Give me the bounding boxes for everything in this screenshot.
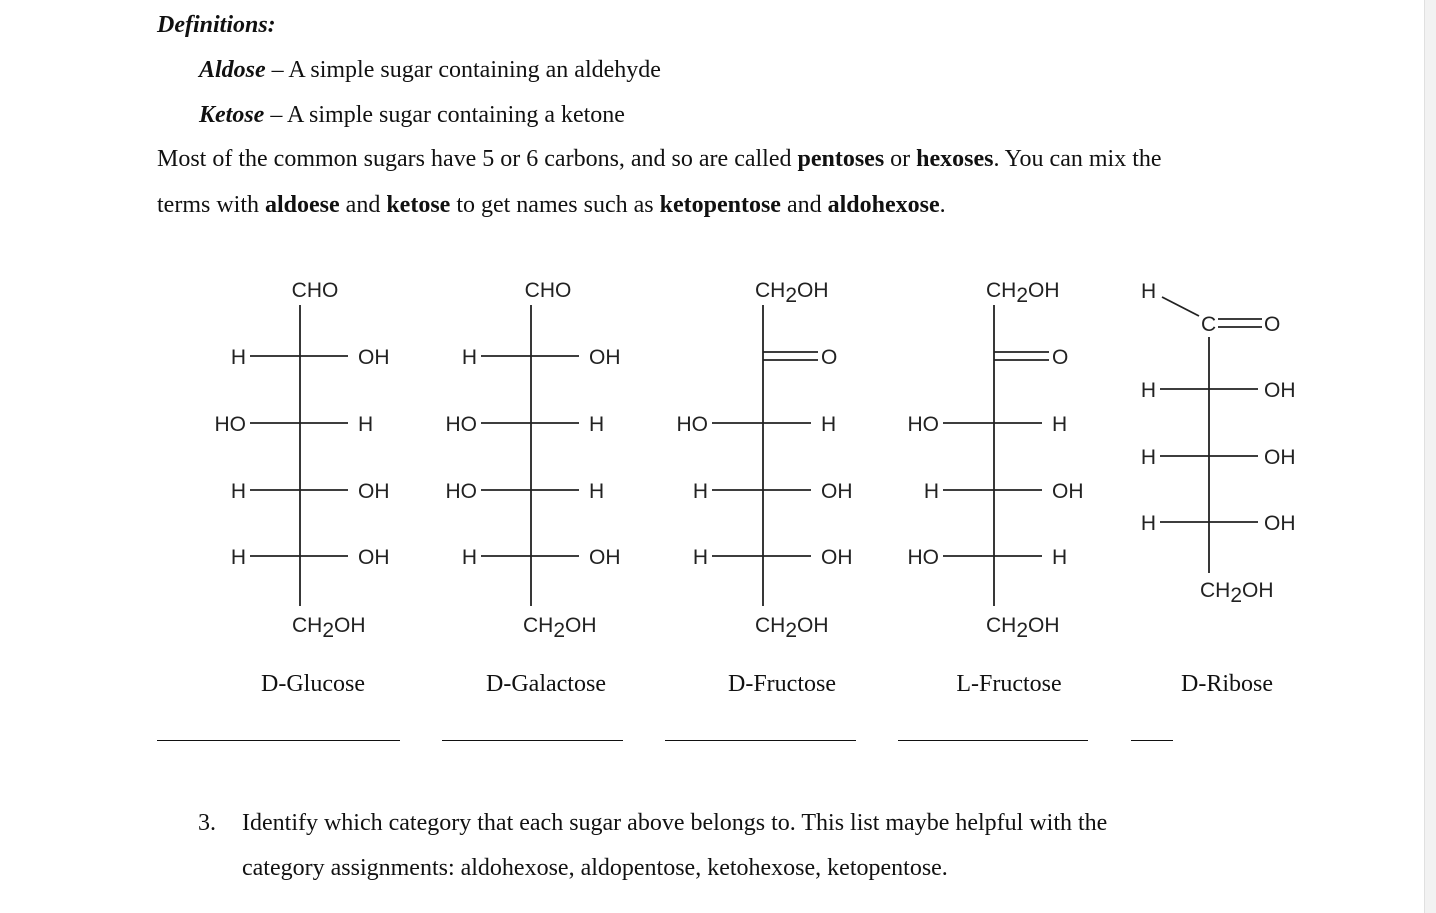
sugar-name-l-fructose: L-Fructose xyxy=(956,671,1062,697)
text-run: . You can mix the xyxy=(993,146,1162,172)
right-group: OH xyxy=(358,546,390,569)
right-group: H xyxy=(358,413,374,436)
fischer-l-fructose xyxy=(908,279,1084,642)
left-group: HO xyxy=(445,480,477,503)
top-group: CHO xyxy=(291,279,339,302)
left-group: H xyxy=(1140,512,1156,535)
definition-aldose-text: A simple sugar containing an aldehyde xyxy=(288,57,661,83)
left-group: H xyxy=(1140,446,1156,469)
right-group: OH xyxy=(589,346,621,369)
fischer-d-fructose xyxy=(677,279,853,642)
right-group: H xyxy=(821,413,837,436)
bold-term: aldoese xyxy=(265,192,340,218)
right-group: OH xyxy=(589,546,621,569)
question-text-line-1: Identify which category that each sugar above belongs to. This list maybe helpful with the xyxy=(242,810,1108,836)
left-group: H xyxy=(1140,379,1156,402)
sugar-name-d-glucose: D-Glucose xyxy=(261,671,365,697)
bottom-group: CH2OH xyxy=(523,614,597,642)
bold-term: pentoses xyxy=(797,146,885,172)
top-group: CH2OH xyxy=(986,279,1060,307)
answer-blank-d-ribose[interactable] xyxy=(1131,740,1173,741)
right-group: H xyxy=(1052,546,1068,569)
bold-term: aldohexose xyxy=(827,192,940,218)
carbonyl-oxygen: O xyxy=(1052,346,1069,369)
bold-term: ketopentose xyxy=(659,192,781,218)
text-run: to get names such as xyxy=(450,192,660,218)
fischer-d-galactose xyxy=(446,279,621,642)
bottom-group: CH2OH xyxy=(986,614,1060,642)
right-group: OH xyxy=(1052,480,1084,503)
carbonyl-oxygen: O xyxy=(821,346,838,369)
top-group: CH2OH xyxy=(755,279,829,307)
left-group: HO xyxy=(907,413,939,436)
text-run: and xyxy=(780,192,828,218)
scrollbar[interactable] xyxy=(1424,0,1436,913)
left-group: H xyxy=(692,480,708,503)
term-aldose: Aldose xyxy=(199,57,266,83)
text-run: . xyxy=(939,192,946,218)
left-group: H xyxy=(692,546,708,569)
definition-separator: – xyxy=(264,102,288,128)
left-group: H xyxy=(230,346,246,369)
answer-blank-d-galactose[interactable] xyxy=(442,740,623,741)
answer-blank-d-fructose[interactable] xyxy=(665,740,856,741)
definition-separator: – xyxy=(265,57,289,83)
left-group: HO xyxy=(214,413,246,436)
answer-blank-l-fructose[interactable] xyxy=(898,740,1088,741)
left-group: HO xyxy=(907,546,939,569)
right-group: OH xyxy=(358,480,390,503)
answer-blank-d-glucose[interactable] xyxy=(157,740,400,741)
right-group: OH xyxy=(1264,446,1296,469)
top-group: CHO xyxy=(524,279,572,302)
left-group: H xyxy=(230,480,246,503)
text-run: or xyxy=(884,146,917,172)
left-group: H xyxy=(461,346,477,369)
right-group: OH xyxy=(1264,379,1296,402)
definitions-heading: Definitions: xyxy=(157,12,276,38)
text-run: terms with xyxy=(157,192,265,218)
fischer-d-ribose xyxy=(1141,280,1296,607)
left-group: HO xyxy=(445,413,477,436)
sugar-name-d-galactose: D-Galactose xyxy=(486,671,606,697)
left-group: H xyxy=(230,546,246,569)
right-group: OH xyxy=(821,480,853,503)
text-run: and xyxy=(339,192,387,218)
bottom-group: CH2OH xyxy=(755,614,829,642)
right-group: H xyxy=(589,480,605,503)
term-ketose: Ketose xyxy=(199,102,265,128)
bold-term: hexoses xyxy=(916,146,994,172)
left-group: HO xyxy=(676,413,708,436)
definition-ketose-text: A simple sugar containing a ketone xyxy=(287,102,625,128)
left-group: H xyxy=(461,546,477,569)
aldehyde-carbon: C xyxy=(1201,313,1217,336)
aldehyde-hydrogen: H xyxy=(1141,280,1157,303)
fischer-d-glucose xyxy=(215,279,390,642)
right-group: H xyxy=(589,413,605,436)
sugar-name-d-fructose: D-Fructose xyxy=(728,671,836,697)
sugar-name-d-ribose: D-Ribose xyxy=(1181,671,1273,697)
bold-term: ketose xyxy=(386,192,451,218)
aldehyde-oxygen: O xyxy=(1264,313,1281,336)
right-group: OH xyxy=(358,346,390,369)
left-group: H xyxy=(923,480,939,503)
text-run: Most of the common sugars have 5 or 6 carbons, and so are called xyxy=(157,146,798,172)
bottom-group: CH2OH xyxy=(292,614,366,642)
right-group: OH xyxy=(821,546,853,569)
bottom-group: CH2OH xyxy=(1200,579,1274,607)
right-group: OH xyxy=(1264,512,1296,535)
question-number: 3. xyxy=(198,810,216,836)
aldehyde-h-bond xyxy=(1162,297,1199,316)
right-group: H xyxy=(1052,413,1068,436)
question-text-line-2: category assignments: aldohexose, aldopentose, ketohexose, ketopentose. xyxy=(242,855,948,881)
